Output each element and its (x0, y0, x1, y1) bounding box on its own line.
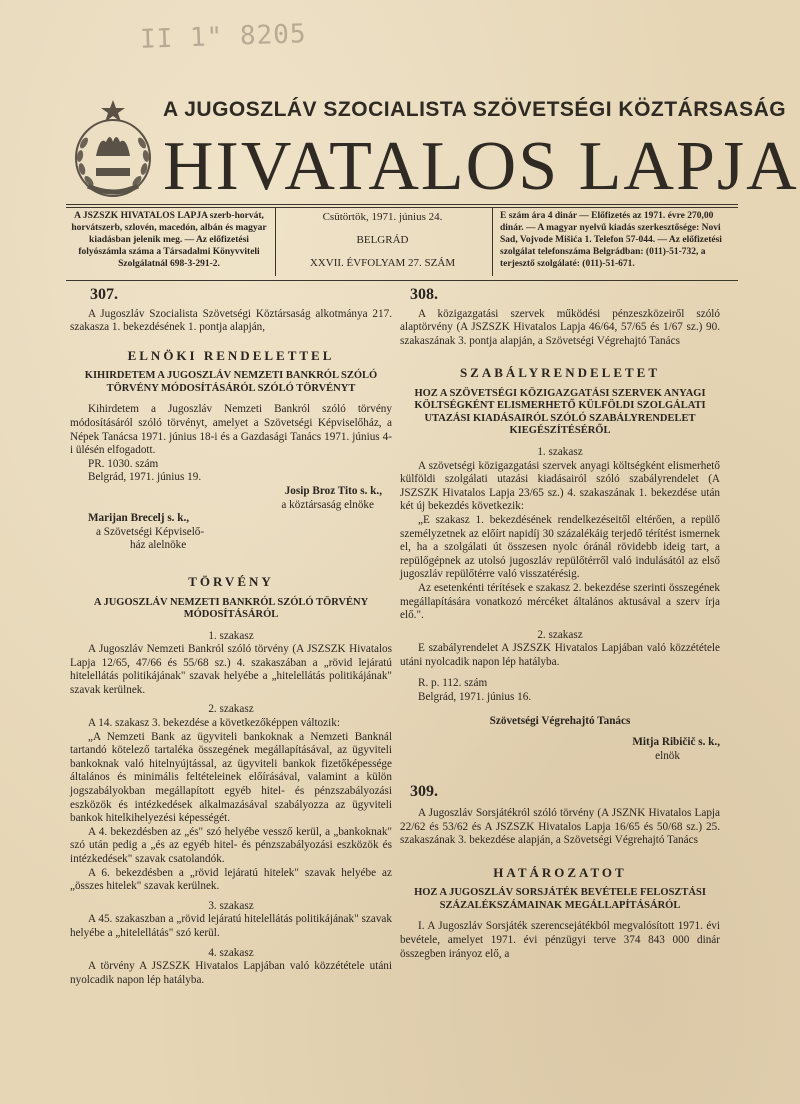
left-column (70, 288, 392, 987)
signature-tito-role: a köztársaság elnöke (281, 498, 374, 511)
law-section-2-intro: A 14. szakasz 3. bekezdése a következőképpen változik: (88, 717, 340, 730)
law-section-2-quote: „A Nemzeti Bank az ügyviteli bankoknak a Nemzeti Banknál tartandó kötelező tartaléka összegének megállapításával, az ügyviteli bankoknak való hitelnyújtással, az ügyviteli bankok fizetőképessége általános és minimális feltételeinek előírásával, valamint a külön jogszabályokban megállapított egyéb hitel- és pénzszabályozási eszközök és intézkedések alkalmazásával szabályozza az ügyviteli bankok hitelkihelyezési képességét. (70, 730, 392, 825)
law-section-2-para2: A 4. bekezdésben az „és" szó helyébe vessző kerül, a „bankoknak" szó után pedig a „és az egyéb hitel- és pénzszabályozási eszközök és intézkedések" szavak csatolandók. (70, 825, 392, 865)
law-section-3-text: A 45. szakaszban a „rövid lejáratú hitelellátás politikájának" szavak helyébe a „hitelellátás" szó kerül. (70, 913, 392, 939)
info-divider-left (275, 208, 276, 276)
rp-date: Belgrád, 1971. június 16. (418, 691, 532, 704)
republic-line: A JUGOSZLÁV SZOCIALISTA SZÖVETSÉGI KÖZTÁRSASÁG (163, 98, 787, 121)
council-name: Szövetségi Végrehajtó Tanács (489, 714, 631, 727)
item-number-308: 308. (410, 286, 438, 303)
masthead-rule-top (66, 204, 738, 205)
item-number-309: 309. (410, 783, 438, 801)
issue-city: BELGRÁD (356, 234, 409, 246)
state-emblem-icon (70, 98, 156, 202)
resolution-para-1: I. A Jugoszláv Sorsjáték szerencsejátékból megvalósított 1971. évi bevétele, amelyet 1971. évi pénzügyi terve 374 843 000 dinár összegben irányoz elő, a (400, 920, 720, 960)
masthead-rule-bottom (66, 280, 738, 281)
law-section-1-text: A Jugoszláv Nemzeti Bankról szóló törvény (A JSZSZK Hivatalos Lapja 12/65, 47/66 és 55/68 sz.) 4. szakaszában a „rövid lejáratú hitelellátás politikájának" szavak helyébe a „hitelellátás politikájának" szavak kerülnek. (70, 643, 392, 696)
archive-stamp: II 1" 8205 (139, 19, 308, 55)
rp-number: R. p. 112. szám (418, 677, 488, 690)
info-divider-right (492, 208, 493, 276)
signature-ribicic-role: elnök (655, 749, 680, 762)
issue-volume: XXVII. ÉVFOLYAM 27. SZÁM (309, 257, 456, 269)
issue-date: Csütörtök, 1971. június 24. (322, 211, 443, 223)
resolution-heading: HOZ A JUGOSZLÁV SORSJÁTÉK BEVÉTELE FELOSZTÁSI SZÁZALÉKSZÁMAINAK MEGÁLLAPÍTÁSÁRÓL (414, 887, 706, 911)
intro-308: A közigazgatási szervek működési pénzeszközeiről szóló alaptörvény (A JSZSZK Hivatalos Lapja 46/64, 57/65 és 1/67 sz.) 90. szakaszának 3. pontja alapján, a Szövetségi Végrehajtó Tanács (400, 307, 720, 347)
law-section-1-label: 1. szakasz (208, 629, 254, 642)
law-title: TÖRVÉNY (188, 573, 274, 589)
intro-309: A Jugoszláv Sorsjátékról szóló törvény (A JSZNK Hivatalos Lapja 22/62 és 53/62 és A JSZSZK Hivatalos Lapja 16/65 és 50/68 sz.) 25. szakaszának 3. bekezdése alapján, a Szövetségi Végrehajtó Tanács (400, 807, 720, 847)
regulation-section-1-label: 1. szakasz (537, 445, 583, 458)
subscription-info: A JSZSZK HIVATALOS LAPJA szerb-horvát, horvátszerb, szlovén, macedón, albán és magyar kiadásban jelenik meg. — Az előfizetési folyószámla száma a Társadalmi Könyvviteli Szolgálatnál 698-3-291-2. (71, 211, 267, 269)
regulation-section-1-quote1: „E szakasz 1. bekezdésének rendelkezéseitől eltérően, a repülő személyzetnek az előírt napidíj 30 százalékáig terjedő térítést ismernek el, ha a szolgálati út összesen nyolc óránál rövidebb ideig tart, a repülőgépnek az utolsó jugoszláv repülőtérről való indulásától az első jugoszláv repülőtérre való visszatérésig. (400, 513, 720, 581)
regulation-section-1-text: A szövetségi közigazgatási szervek anyagi költségként elismerhető külföldi szolgálati utazási kiadásairól szóló szabályrendelet (A JSZSZK Hivatalos Lapja 23/65 sz.) 4. szakaszának 1. bekezdése után két új bekezdés következik: (400, 459, 720, 513)
decree-title: ELNÖKI RENDELETTEL (127, 347, 335, 363)
law-section-4-text: A törvény A JSZSZK Hivatalos Lapjában való közzététele utáni nyolcadik napon lép hatályba. (70, 960, 392, 986)
signature-tito: Josip Broz Tito s. k., (284, 484, 382, 497)
issue-info (280, 210, 485, 278)
regulation-title: SZABÁLYRENDELETET (459, 365, 661, 381)
law-section-3-label: 3. szakasz (208, 899, 254, 912)
masthead-rule-top2 (66, 207, 738, 208)
regulation-section-1-quote2: Az esetenkénti térítések e szakasz 2. bekezdése szerinti összegének megállapítására vonatkozó mércéket általános aktusával a szerv írja elő.". (400, 581, 720, 622)
masthead-title: HIVATALOS LAPJA (163, 128, 799, 205)
pr-number: PR. 1030. szám (88, 457, 159, 470)
intro-307: A Jugoszláv Szocialista Szövetségi Köztársaság alkotmánya 217. szakasza 1. bekezdésének 1. pontja alapján, (70, 307, 392, 334)
decree-heading: KIHIRDETEM A JUGOSZLÁV NEMZETI BANKRÓL SZÓLÓ TÖRVÉNY MÓDOSÍTÁSÁRÓL SZÓLÓ TÖRVÉNYT (84, 370, 378, 394)
regulation-heading: HOZ A SZÖVETSÉGI KÖZIGAZGATÁSI SZERVEK ANYAGI KÖLTSÉGKÉNT ELISMERHETŐ KÜLFÖLDI SZOLGÁLATI UTAZÁSI KIADÁSAIRÓL SZÓLÓ SZABÁLYRENDELET KIEGÉSZÍTÉSÉRŐL (414, 387, 706, 437)
resolution-title: HATÁROZATOT (493, 864, 627, 880)
signature-brecelj-role1: a Szövetségi Képviselő- (96, 525, 205, 538)
regulation-section-2-label: 2. szakasz (537, 628, 583, 641)
law-section-4-label: 4. szakasz (208, 946, 254, 959)
right-column (400, 288, 720, 961)
regulation-section-2-text: E szabályrendelet A JSZSZK Hivatalos Lapjában való közzététele utáni nyolcadik napon lép hatályba. (400, 642, 720, 668)
price-info: E szám ára 4 dinár — Előfizetés az 1971. évre 270,00 dinár. — A magyar nyelvű kiadás szerkesztősége: Novi Sad, Vojvode Mišića 1. Telefon 57-044. — Az előfizetési szolgálat telefonszáma Belgrádban: (011)-51-732, a terjesztő szolgálaté: (011)-51-671. (500, 211, 722, 269)
decree-body: Kihirdetem a Jugoszláv Nemzeti Bankról szóló törvény módosításáról szóló törvényt, amelyet a Szövetségi Képviselőház, a Népek Tanácsa 1971. június 18-i és a Gazdasági Tanács 1971. június 4-i ülésén elfogadott. (70, 403, 392, 457)
law-section-2-label: 2. szakasz (208, 703, 254, 716)
pr-date: Belgrád, 1971. június 19. (88, 471, 202, 484)
signature-brecelj: Marijan Brecelj s. k., (88, 512, 190, 525)
signature-brecelj-role2: ház alelnöke (130, 539, 187, 552)
law-heading: A JUGOSZLÁV NEMZETI BANKRÓL SZÓLÓ TÖRVÉNY MÓDOSÍTÁSÁRÓL (93, 596, 369, 620)
item-number-307: 307. (90, 286, 118, 303)
law-section-2-para3: A 6. bekezdésben a „rövid lejáratú hitelek" szavak helyébe az „összes hitelek" szavak kerülnek. (70, 866, 392, 893)
signature-ribicic: Mitja Ribičič s. k., (632, 736, 720, 749)
